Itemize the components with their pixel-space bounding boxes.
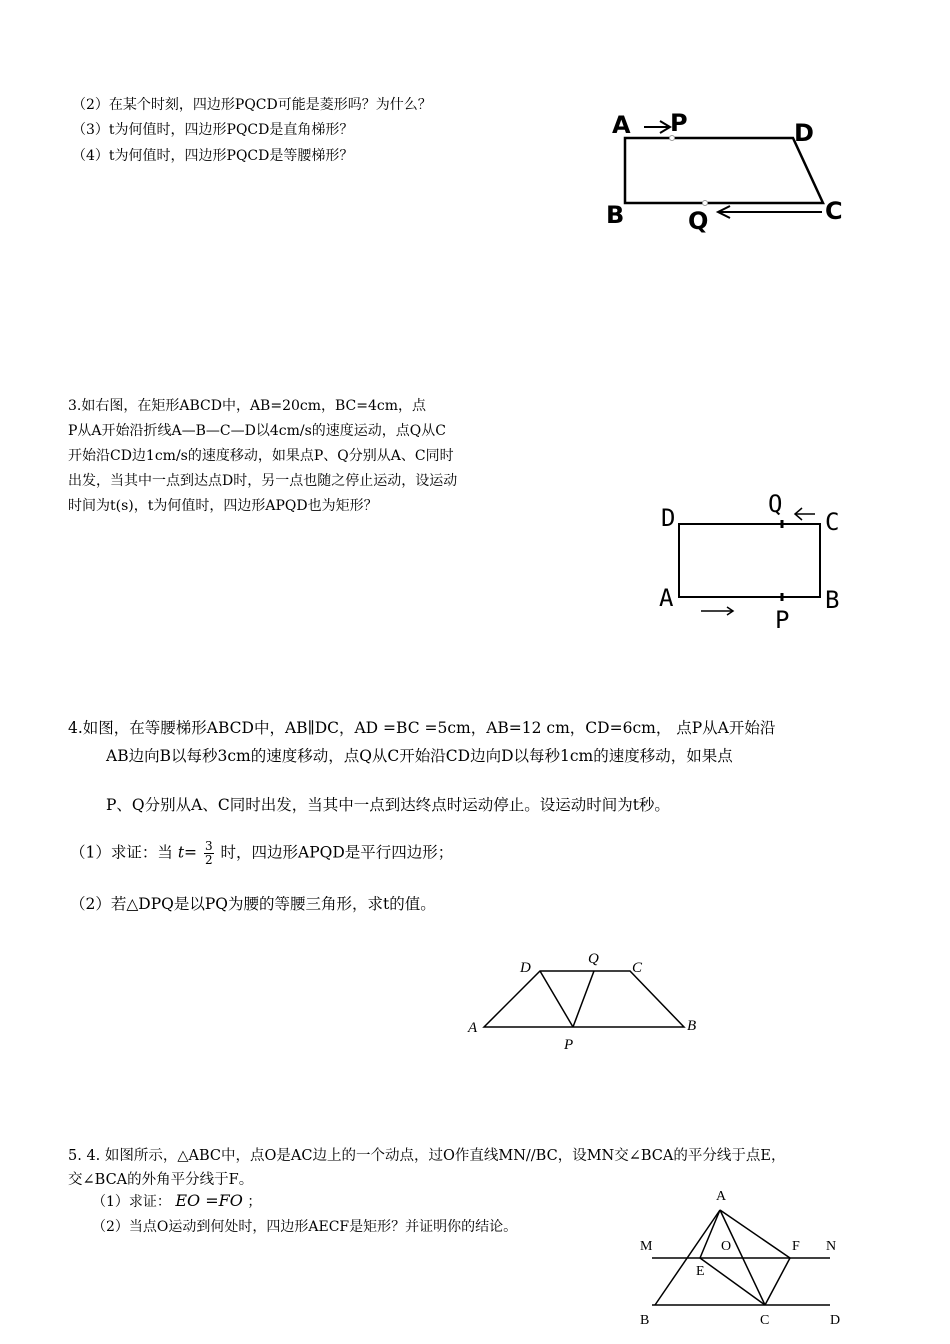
label-D: D (830, 1313, 841, 1328)
problem-4-question-2: （2）若△DPQ是以PQ为腰的等腰三角形，求t的值。 (70, 895, 436, 913)
q1-suffix: ； (247, 1194, 262, 1210)
problem-4-line-3: P、Q分别从A、C同时出发，当其中一点到达终点时运动停止。设运动时间为t秒。 (106, 796, 670, 814)
label-D: D (520, 960, 531, 976)
label-Q: Q (588, 951, 599, 967)
problem-4-question-1 (70, 840, 453, 867)
question-2-3: （3）t为何值时，四边形PQCD是直角梯形？ (72, 122, 354, 138)
figure-triangle-abc (630, 1180, 860, 1344)
label-B: B (640, 1313, 650, 1328)
fraction-denominator: 2 (204, 853, 213, 867)
problem-5-question-2: （2）当点O运动到何处时，四边形AECF是矩形？并证明你的结论。 (92, 1219, 518, 1235)
label-D: D (794, 119, 814, 147)
label-C: C (760, 1313, 770, 1328)
label-Q: Q (768, 490, 783, 518)
q1-t: t= (177, 843, 198, 862)
label-Q: Q (688, 207, 709, 235)
label-P: P (564, 1037, 574, 1053)
label-F: F (792, 1239, 800, 1254)
problem-3-line-3: 开始沿CD边1cm/s的速度移动，如果点P、Q分别从A、C同时 (68, 448, 454, 464)
question-2-2: （2）在某个时刻，四边形PQCD可能是菱形吗？为什么？ (72, 97, 432, 113)
label-A: A (659, 584, 674, 612)
label-B: B (825, 586, 840, 614)
label-A: A (612, 111, 631, 139)
label-B: B (606, 201, 625, 229)
problem-5-line-1: 5. 4. 如图所示，△ABC中，点O是AC边上的一个动点，过O作直线MN//BC，设MN交∠BCA的平分线于点E， (68, 1148, 786, 1164)
problem-5-question-1 (92, 1191, 261, 1211)
label-M: M (640, 1239, 653, 1254)
figure-rectangle-abcd (655, 490, 875, 640)
problem-4-line-2: AB边向B以每秒3cm的速度移动，点Q从C开始沿CD边向D以每秒1cm的速度移动，如果点 (106, 747, 733, 765)
q1-prefix: （1）求证：当 (70, 843, 173, 862)
label-A: A (468, 1020, 478, 1036)
label-P: P (670, 109, 688, 137)
label-B: B (687, 1018, 697, 1034)
fraction-numerator: 3 (204, 839, 213, 853)
problem-3-line-5: 时间为t(s)，t为何值时，四边形APQD也为矩形？ (68, 498, 378, 514)
label-O: O (721, 1239, 732, 1254)
label-A: A (716, 1189, 727, 1204)
problem-4-line-1: 4.如图，在等腰梯形ABCD中，AB∥DC，AD =BC =5cm，AB=12 cm，CD=6cm， 点P从A开始沿 (68, 719, 776, 737)
label-D: D (661, 504, 676, 532)
problem-5-line-2: 交∠BCA的外角平分线于F。 (68, 1172, 254, 1188)
q1-equation: EO =FO (175, 1191, 243, 1210)
q1-prefix: （1）求证： (92, 1194, 171, 1210)
label-C: C (825, 197, 843, 225)
label-C: C (632, 960, 643, 976)
q1-suffix: 时，四边形APQD是平行四边形； (220, 843, 454, 862)
figure-isosceles-trapezoid (460, 945, 710, 1060)
problem-3-line-4: 出发，当其中一点到达点D时，另一点也随之停止运动，设运动 (68, 473, 458, 489)
fraction (204, 840, 214, 867)
figure-trapezoid-pqcd (600, 105, 860, 235)
question-2-4: （4）t为何值时，四边形PQCD是等腰梯形？ (72, 148, 354, 164)
label-N: N (826, 1239, 837, 1254)
label-C: C (825, 508, 840, 536)
label-P: P (775, 606, 790, 634)
problem-3-line-2: P从A开始沿折线A—B—C—D以4cm/s的速度运动，点Q从C (68, 423, 446, 439)
label-E: E (696, 1264, 705, 1279)
problem-3-line-1: 3.如右图，在矩形ABCD中，AB=20cm，BC=4cm，点 (68, 398, 427, 414)
